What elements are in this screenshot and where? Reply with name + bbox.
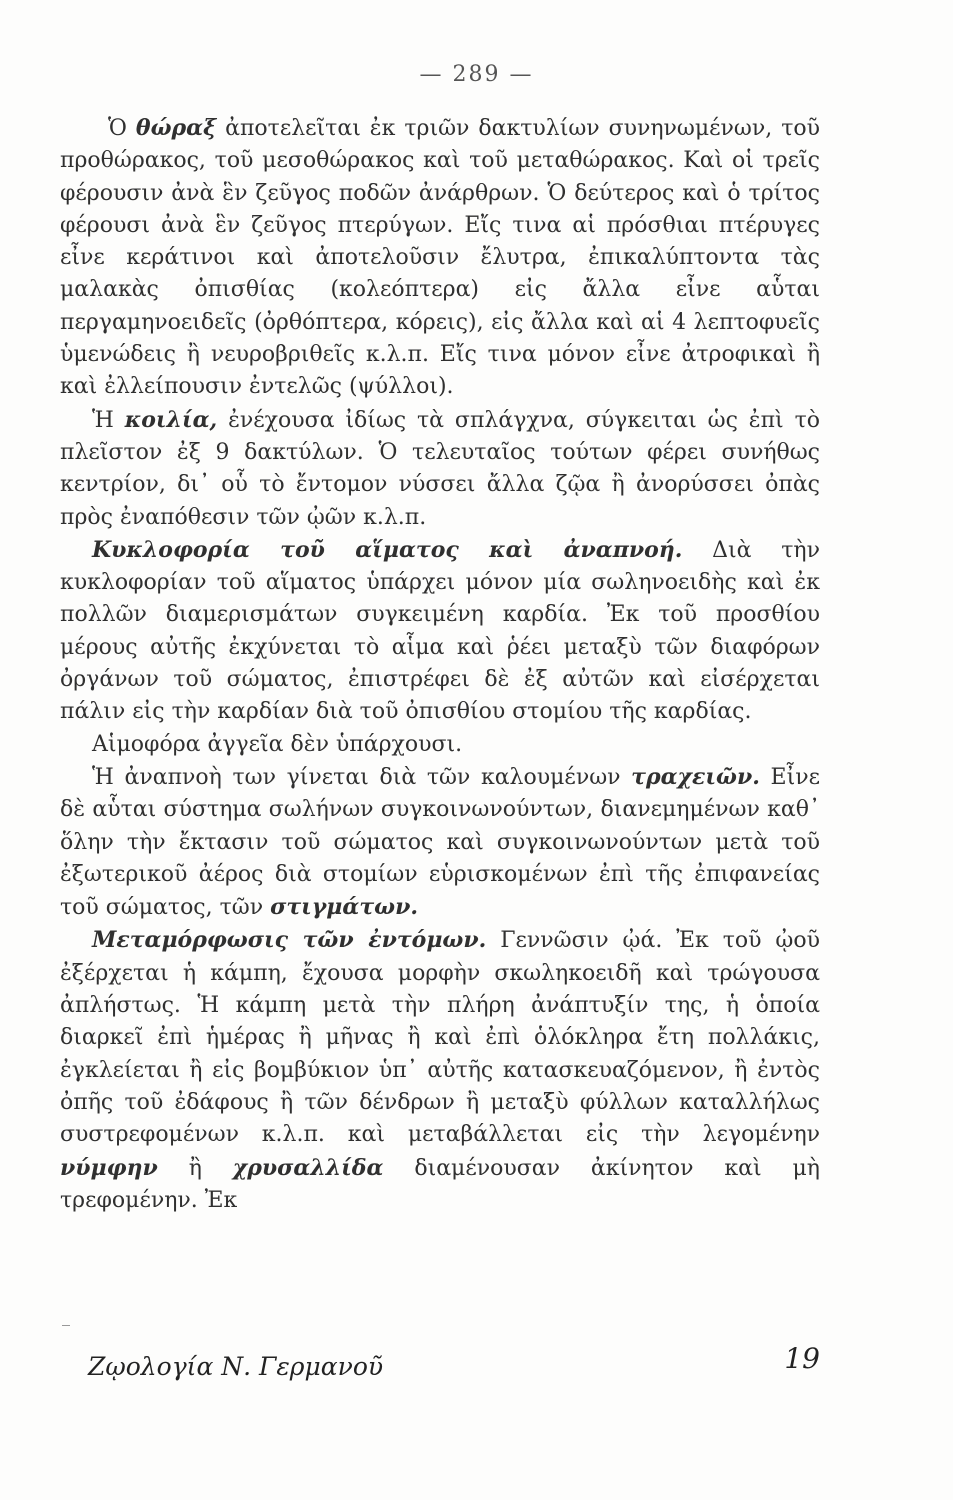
page-number: — 289 — xyxy=(419,62,534,87)
text-segment: Ἡ xyxy=(92,407,125,433)
signature-number: 19 xyxy=(784,1342,820,1375)
text-segment: Αἱμοφόρα ἀγγεῖα δὲν ὑπάρχουσι. xyxy=(92,731,463,757)
text-segment: διαμένουσαν ἀκίνητον καὶ μὴ τρεφομένην. Ἐκ xyxy=(60,1155,820,1213)
emphasized-term: κοιλία, xyxy=(124,406,218,433)
paragraph-anapnoi xyxy=(60,761,820,924)
body-text xyxy=(60,112,820,1217)
footer-title: Ζῳολογία Ν. Γερμανοῦ xyxy=(88,1352,384,1381)
page-footer xyxy=(60,1342,820,1382)
paragraph-thorax xyxy=(60,112,820,404)
emphasized-term: Μεταμόρφωσις τῶν ἐντόμων. xyxy=(92,927,487,954)
text-segment: Διὰ τὴν κυκλοφορίαν τοῦ αἵματος ὑπάρχει μόνον μία σωληνοειδὴς καὶ ἐκ πολλῶν διαμερισμάτων συγκειμένη καρδία. Ἐκ τοῦ προσθίου μέρους αὐτῆς ἐκχύνεται τὸ αἷμα καὶ ῥέει μεταξὺ τῶν διαφόρων ὀργάνων τοῦ σώματος, ἐπιστρέφει δὲ ἐξ αὐτῶν καὶ εἰσέρχεται πάλιν εἰς τὴν καρδίαν διὰ τοῦ ὀπισθίου στομίου τῆς καρδίας. xyxy=(60,537,820,725)
emphasized-term: στιγμάτων. xyxy=(270,894,419,921)
paragraph-kykloforia xyxy=(60,534,820,729)
text-segment: Εἶνε δὲ αὗται σύστημα σωλήνων συγκοινωνούντων, διανεμημένων καθ᾿ ὅλην τὴν ἔκτασιν τοῦ σώματος καὶ συγκοινωνούντων μετὰ τοῦ ἐξωτερικοῦ ἀέρος διὰ στομίων εὑρισκομένων ἐπὶ τῆς ἐπιφανείας τοῦ σώματος, τῶν xyxy=(60,764,820,921)
text-segment: Γεννῶσιν ᾠά. Ἐκ τοῦ ᾠοῦ ἐξέρχεται ἡ κάμπη, ἔχουσα μορφὴν σκωληκοειδῆ καὶ τρώγουσα ἀπλήστως. Ἡ κάμπη μετὰ τὴν πλήρη ἀνάπτυξίν της, ἡ ὁποία διαρκεῖ ἐπὶ ἡμέρας ἢ μῆνας ἢ καὶ ἐπὶ ὁλόκληρα ἔτη πολλάκις, ἐγκλείεται ἢ εἰς βομβύκιον ὑπ᾿ αὐτῆς κατασκευαζόμενον, ἢ ἐντὸς ὀπῆς τοῦ ἐδάφους ἢ τῶν δένδρων ἢ μεταξὺ φύλλων καταλλήλως συστρεφομένων κ.λ.π. καὶ μεταβάλλεται εἰς τὴν λεγομένην xyxy=(60,928,820,1148)
text-segment: ἢ xyxy=(157,1155,233,1181)
text-segment: ἀποτελεῖται ἐκ τριῶν δακτυλίων συνηνωμένων, τοῦ προθώρακος, τοῦ μεσοθώρακος καὶ τοῦ μεταθώρακος. Καὶ οἱ τρεῖς φέρουσιν ἀνὰ ἓν ζεῦγος ποδῶν ἀνάρθρων. Ὁ δεύτερος καὶ ὁ τρίτος φέρουσι ἀνὰ ἓν ζεῦγος πτερύγων. Εἴς τινα αἱ πρόσθιαι πτέρυγες εἶνε κεράτινοι καὶ ἀποτελοῦσιν ἔλυτρα, ἐπικαλύπτοντα τὰς μαλακὰς ὀπισθίας (κολεόπτερα) εἰς ἄλλα εἶνε αὗται περγαμηνοειδεῖς (ὀρθόπτερα, κόρεις), εἰς ἄλλα καὶ αἱ 4 λεπτοφυεῖς ὑμενώδεις ἢ νευροβριθεῖς κ.λ.π. Εἴς τινα μόνον εἶνε ἀτροφικαὶ ἢ καὶ ἐλλείπουσιν ἐντελῶς (ψύλλοι). xyxy=(60,116,821,400)
text-segment: Ἡ ἀναπνοὴ των γίνεται διὰ τῶν καλουμένων xyxy=(92,764,632,790)
emphasized-term: νύμφην xyxy=(60,1154,158,1181)
emphasized-term: θώραξ xyxy=(135,115,217,141)
margin-mark xyxy=(62,1325,70,1326)
paragraph-metamorfosis xyxy=(60,924,820,1217)
text-segment: Ὁ xyxy=(108,116,136,141)
text-segment: ἐνέχουσα ἰδίως τὰ σπλάγχνα, σύγκειται ὡς ἐπὶ τὸ πλεῖστον ἐξ 9 δακτύλων. Ὁ τελευταῖος τούτων φέρει συνήθως κεντρίον, δι᾿ οὗ τὸ ἔντομον νύσσει ἄλλα ζῷα ἢ ἀνορύσσει ὀπὰς πρὸς ἐναπόθεσιν τῶν ᾠῶν κ.λ.π. xyxy=(60,407,820,530)
emphasized-term: τραχειῶν. xyxy=(631,763,760,790)
paragraph-koilia xyxy=(60,404,820,534)
emphasized-term: Κυκλοφορία τοῦ αἵματος καὶ ἀναπνοή. xyxy=(92,536,683,563)
paragraph-aimofora xyxy=(60,729,820,761)
emphasized-term: χρυσαλλίδα xyxy=(232,1154,384,1181)
